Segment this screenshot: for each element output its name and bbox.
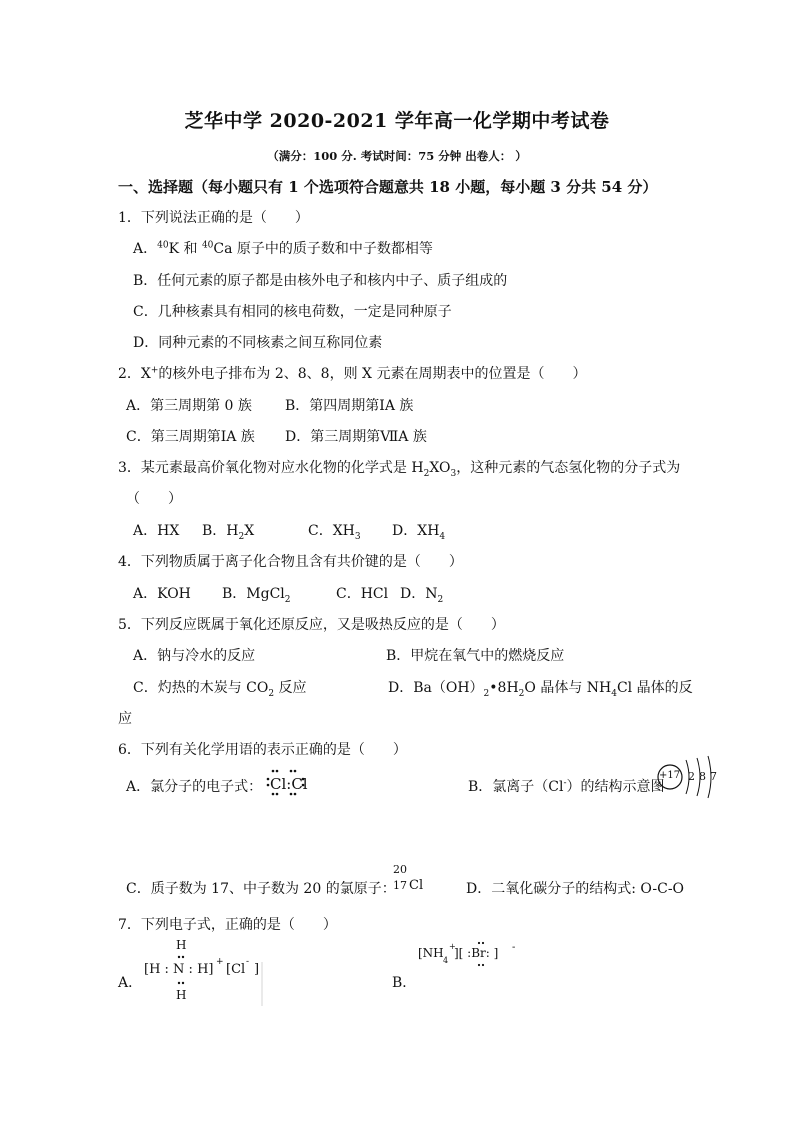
- formula-b-nh: [NH: [418, 946, 444, 960]
- question-5-option-b: B．甲烷在氧气中的燃烧反应: [386, 648, 565, 664]
- question-3-option-b: B．$H_2X$: [202, 523, 255, 542]
- question-6-option-d: D．二氧化碳分子的结构式: O-C-O: [466, 881, 685, 897]
- formula-a-top-h: H: [176, 938, 187, 952]
- isotope-symbol: Cl: [409, 878, 424, 893]
- question-2-option-a: A．第三周期第 0 族: [126, 398, 252, 414]
- question-3-stem: 3．某元素最高价氧化物对应水化物的化学式是 $H_2XO_3$，这种元素的气态氢化物的分子式为: [118, 460, 681, 479]
- question-3-stem-line2: （ ）: [126, 491, 182, 507]
- question-4-option-d: D．$N_2$: [400, 586, 444, 605]
- formula-a-dots: [144, 938, 269, 1008]
- question-2-stem: 2．X+的核外电子排布为 2、8、8，则 X 元素在周期表中的位置是（ ）: [118, 365, 587, 382]
- shell-2-electrons: 8: [699, 770, 706, 783]
- question-1-option-b: B．任何元素的原子都是由核外电子和核内中子、质子组成的: [133, 273, 508, 289]
- question-5-option-d-line2: 应: [118, 711, 132, 727]
- formula-b-minus: -: [512, 942, 516, 953]
- exam-info: （满分：100 分. 考试时间：75 分钟 出卷人： ）: [267, 149, 527, 163]
- chloride-structure-diagram: [652, 754, 722, 800]
- shell-1-electrons: 2: [688, 770, 695, 783]
- question-2-option-c: C．第三周期第ⅠA 族: [126, 429, 255, 445]
- formula-a-plus: +: [216, 957, 224, 967]
- question-4-option-a: A．KOH: [133, 586, 191, 602]
- formula-a-bottom-h: H: [176, 988, 187, 1002]
- page-title: 芝华中学 2020-2021 学年高一化学期中考试卷: [184, 110, 610, 132]
- question-3-option-a: A．HX: [133, 523, 180, 539]
- question-3-option-d: D．$XH_4$: [392, 523, 446, 542]
- question-1-option-a: A．$^{40}$K 和 $^{40}$Ca 原子中的质子数和中子数都相等: [133, 240, 433, 257]
- question-5-stem: 5．下列反应既属于氧化还原反应，又是吸热反应的是（ ）: [118, 617, 505, 633]
- shell-3-electrons: 7: [710, 770, 717, 783]
- formula-a-cl: [Cl: [226, 962, 246, 977]
- formula-b-plus: +: [449, 942, 456, 951]
- section-heading: 一、选择题（每小题只有 1 个选项符合题意共 18 小题，每小题 3 分共 54 分）: [118, 178, 658, 196]
- formula-a-close: ]: [254, 962, 260, 977]
- question-2-option-d: D．第三周期第ⅦA 族: [285, 429, 427, 445]
- question-5-option-d: D．$Ba(OH)_2•8H_2O$ 晶体与 $NH_4Cl$ 晶体的反: [388, 680, 693, 699]
- question-6-option-b: B．氯离子（Cl-）的结构示意图: [468, 778, 665, 795]
- ammonium-chloride-electron-formula-a: [144, 938, 269, 1008]
- question-6-option-c: C．质子数为 17、中子数为 20 的氯原子：: [126, 881, 396, 897]
- question-4-stem: 4．下列物质属于离子化合物且含有共价键的是（ ）: [118, 554, 463, 570]
- formula-b-dots: [418, 940, 528, 970]
- question-7-option-a: A．: [118, 975, 143, 991]
- formula-b-subscript: 4: [443, 956, 449, 965]
- formula-b-br: ][ :Br: ]: [454, 946, 499, 960]
- chlorine-formula-text: Cl:Cl: [270, 775, 308, 793]
- question-6-option-a: A．氯分子的电子式：: [126, 779, 263, 795]
- question-4-option-b: B．MgCl$_2$: [222, 586, 291, 605]
- question-3-option-c: C．$XH_3$: [308, 523, 361, 542]
- formula-a-middle: [H : N : H]: [144, 962, 214, 977]
- question-1-stem: 1．下列说法正确的是（ ）: [118, 210, 309, 226]
- question-1-option-d: D．同种元素的不同核素之间互称同位素: [133, 335, 383, 351]
- question-1-option-c: C．几种核素具有相同的核电荷数，一定是同种原子: [133, 304, 452, 320]
- question-5-option-c: C．灼热的木炭与 $CO_2$ 反应: [133, 680, 307, 699]
- question-6-stem: 6．下列有关化学用语的表示正确的是（ ）: [118, 742, 407, 758]
- isotope-atomic-number: 17: [393, 879, 407, 892]
- nucleus-charge: +17: [659, 770, 681, 781]
- formula-a-minus: -: [246, 957, 250, 967]
- question-7-stem: 7．下列电子式，正确的是（ ）: [118, 917, 337, 933]
- isotope-mass-number: 20: [393, 863, 407, 876]
- question-7-option-b: B．: [392, 975, 417, 991]
- chlorine-electron-formula: [266, 768, 326, 798]
- ammonium-bromide-electron-formula-b: [418, 940, 528, 970]
- question-4-option-c: C．HCl: [336, 586, 389, 602]
- question-5-option-a: A．钠与冷水的反应: [133, 648, 256, 664]
- question-2-option-b: B．第四周期第ⅠA 族: [285, 398, 414, 414]
